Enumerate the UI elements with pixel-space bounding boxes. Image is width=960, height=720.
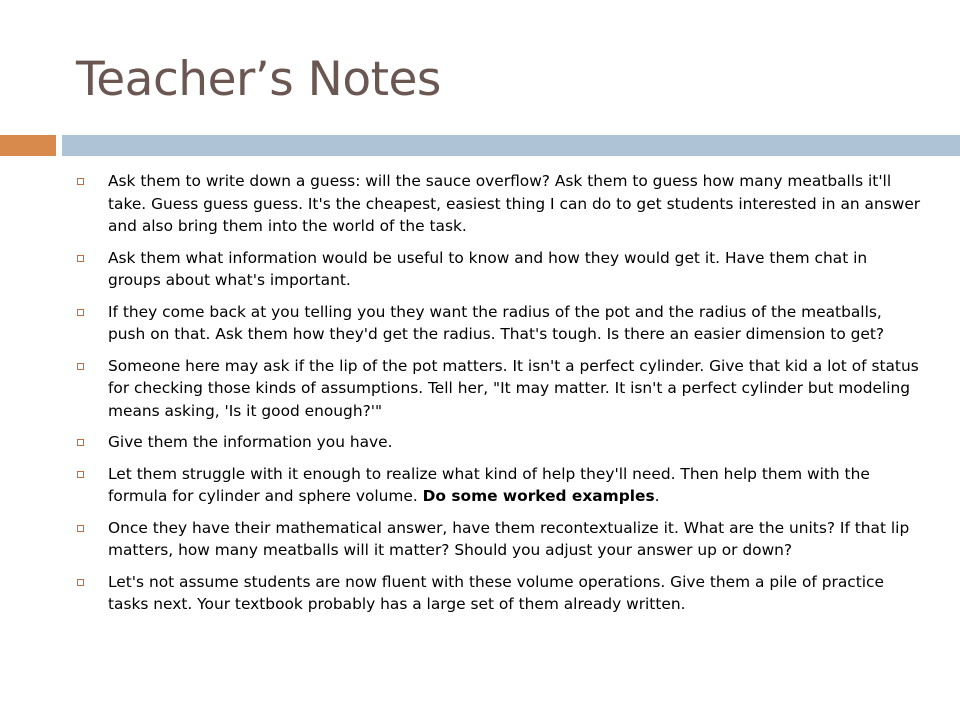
slide-title: Teacher’s Notes	[76, 52, 441, 107]
square-bullet-icon	[77, 178, 84, 185]
note-item	[76, 170, 922, 238]
square-bullet-icon	[77, 439, 84, 446]
notes-list	[76, 170, 922, 625]
note-item	[76, 571, 922, 616]
note-text: Ask them what information would be useful to know and how they would get it. Have them chat in groups about what's important.	[108, 248, 868, 289]
square-bullet-icon	[77, 471, 84, 478]
square-bullet-icon	[77, 579, 84, 586]
note-text-end: .	[654, 487, 660, 505]
accent-bar	[0, 135, 56, 156]
note-item	[76, 463, 922, 508]
note-item	[76, 355, 922, 423]
note-item	[76, 517, 922, 562]
square-bullet-icon	[77, 309, 84, 316]
note-text: Ask them to write down a guess: will the sauce overflow? Ask them to guess how many meatballs it'll take. Guess guess guess. It's the cheapest, easiest thing I can do to get students interested in an answer and also bring them into the world of the task.	[108, 172, 921, 235]
square-bullet-icon	[77, 363, 84, 370]
note-text: Once they have their mathematical answer, have them recontextualize it. What are the units? If that lip matters, how many meatballs will it matter? Should you adjust your answer up or down?	[108, 518, 910, 559]
note-text: Give them the information you have.	[108, 433, 393, 451]
note-text: Someone here may ask if the lip of the pot matters. It isn't a perfect cylinder. Give that kid a lot of status for checking those kinds of assumptions. Tell her, "It may matter. It isn't a perfect cylinder but modeling means asking, 'Is it good enough?'"	[108, 356, 919, 420]
note-item	[76, 301, 922, 346]
note-text: Let's not assume students are now fluent with these volume operations. Give them a pile of practice tasks next. Your textbook probably has a large set of them already written.	[108, 572, 884, 613]
note-text: If they come back at you telling you they want the radius of the pot and the radius of the meatballs, push on that. Ask them how they'd get the radius. That's tough. Is there an easier dimension to get?	[108, 302, 885, 343]
square-bullet-icon	[77, 525, 84, 532]
note-item	[76, 431, 922, 454]
square-bullet-icon	[77, 255, 84, 262]
note-emphasis: Do some worked examples	[422, 487, 655, 505]
title-rule-bar	[62, 135, 960, 156]
note-text: Let them struggle with it enough to realize what kind of help they'll need. Then help them with the formula for cylinder and sphere volume.	[108, 464, 870, 505]
note-item	[76, 247, 922, 292]
